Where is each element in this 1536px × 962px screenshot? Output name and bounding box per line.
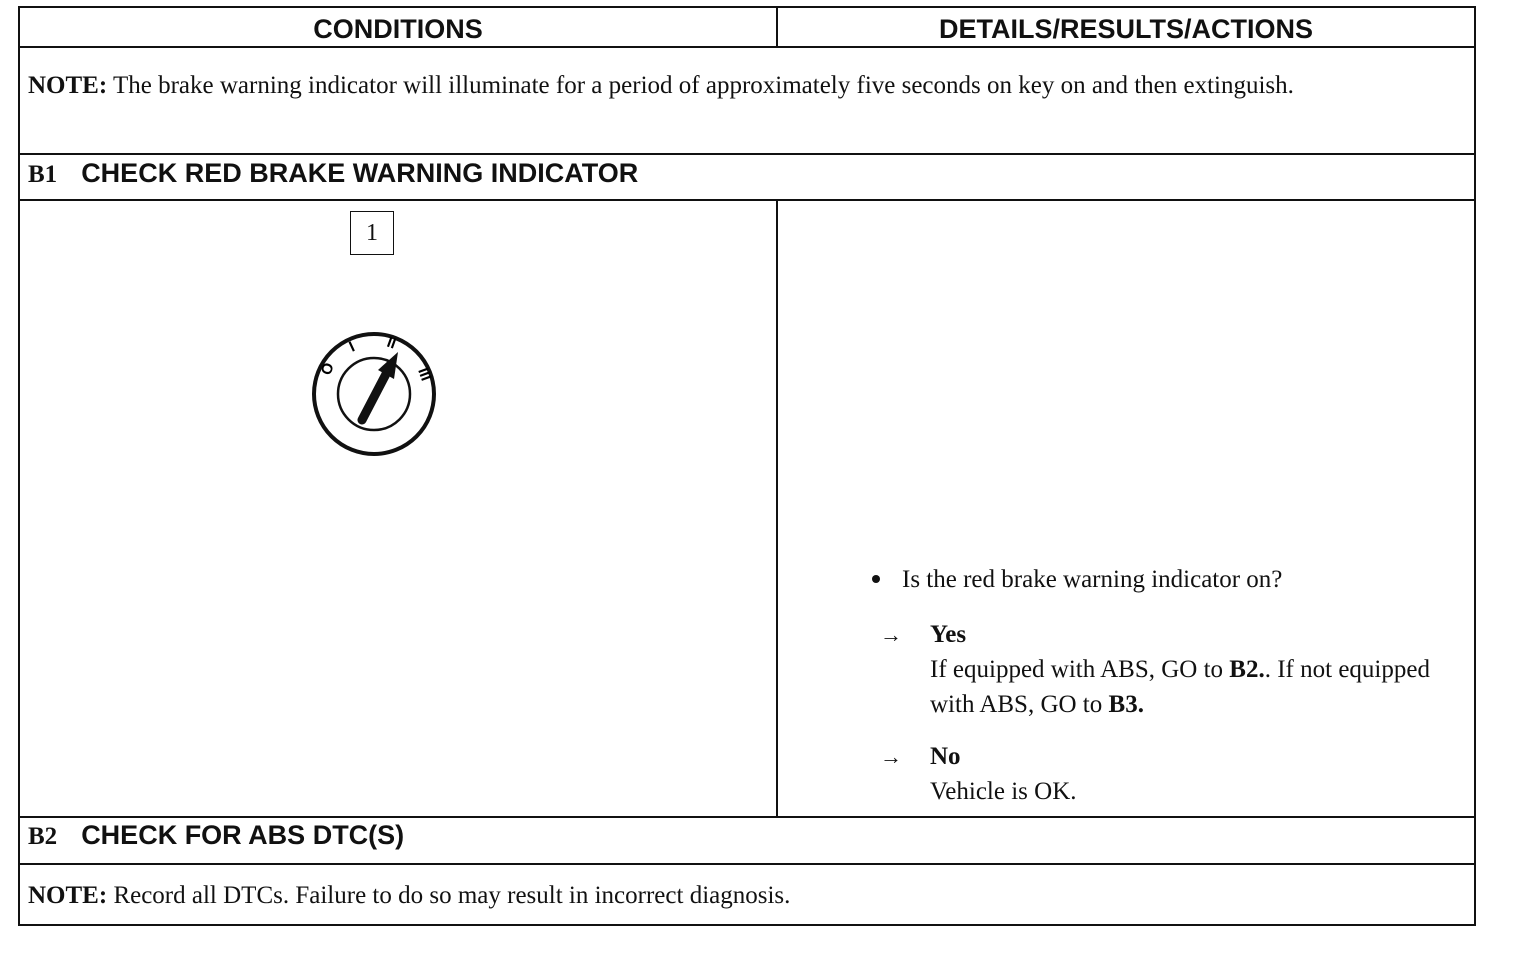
step-number: B2: [28, 823, 58, 850]
position-label-3: III: [414, 365, 435, 384]
column-divider: [776, 8, 778, 46]
position-label-0: O: [317, 360, 338, 378]
answer-yes-label: Yes: [930, 621, 967, 648]
right-arrow-icon: →: [880, 744, 902, 769]
step-callout-box: 1: [350, 211, 394, 255]
position-label-1: I: [346, 338, 358, 356]
position-label-2: II: [384, 333, 399, 353]
note-brake-indicator: [28, 70, 1458, 101]
step-b2-heading: [28, 818, 404, 854]
conditions-header: CONDITIONS: [313, 14, 483, 44]
row-divider: [20, 153, 1474, 155]
row-divider: [20, 863, 1474, 865]
answer-no-label: No: [930, 743, 961, 770]
note-text: The brake warning indicator will illuminate for a period of approximately five seconds on key on and then extinguish.: [107, 72, 1294, 99]
note-label: NOTE:: [28, 72, 108, 99]
check-question: [872, 566, 1282, 594]
note-record-dtcs: [28, 880, 1458, 911]
column-divider: [776, 199, 778, 816]
answer-yes: [880, 617, 1440, 722]
row-divider: [20, 46, 1474, 48]
note-text: Record all DTCs. Failure to do so may result in incorrect diagnosis.: [107, 882, 791, 909]
details-header: DETAILS/RESULTS/ACTIONS: [938, 14, 1313, 44]
answer-yes-text: If equipped with ABS, GO to B2.. If not equipped with ABS, GO to B3.: [930, 656, 1430, 718]
step-number: B1: [28, 161, 58, 188]
answer-no-text: Vehicle is OK.: [930, 778, 1077, 805]
step-title: CHECK RED BRAKE WARNING INDICATOR: [81, 158, 639, 188]
row-divider: [20, 199, 1474, 201]
step-title: CHECK FOR ABS DTC(S): [81, 820, 405, 850]
question-text: Is the red brake warning indicator on?: [902, 566, 1283, 593]
ignition-key-arrow-icon: [362, 352, 398, 420]
bullet-icon: [872, 575, 880, 583]
goto-b3-link[interactable]: B3.: [1108, 691, 1144, 718]
right-arrow-icon: →: [880, 622, 902, 647]
step-b1-heading: [28, 156, 638, 192]
note-label: NOTE:: [28, 882, 108, 909]
procedure-table: [18, 6, 1476, 926]
ignition-switch-illustration: [306, 324, 446, 464]
answer-no: [880, 739, 1440, 809]
goto-b2-link[interactable]: B2.: [1229, 656, 1265, 683]
